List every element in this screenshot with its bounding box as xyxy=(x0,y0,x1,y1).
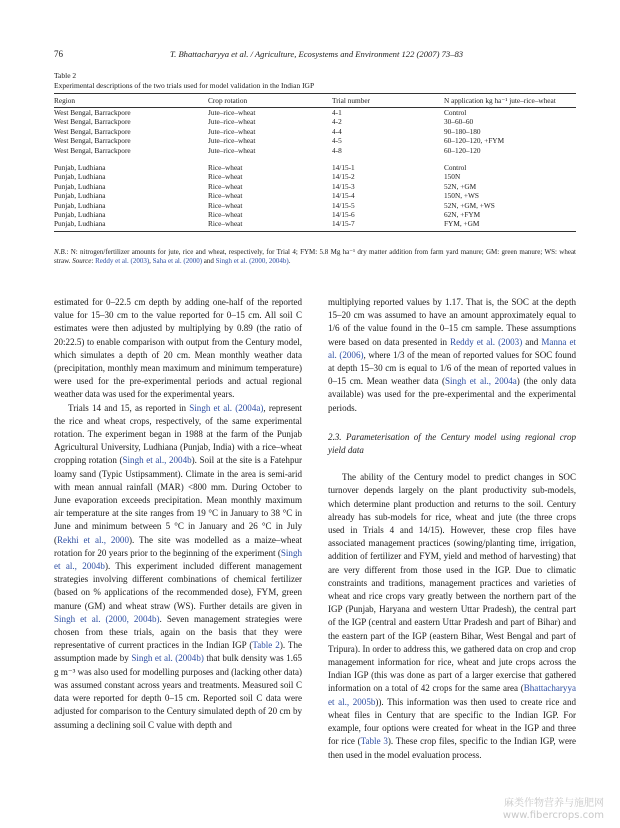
table-cell: 14/15-1 xyxy=(332,163,355,173)
table-cell: Jute–rice–wheat xyxy=(208,126,256,136)
paragraph: estimated for 0–22.5 cm depth by adding one-half of the reported value for 15–30 cm to the value reported for 0–15 cm. All soil C estimates were then adjusted by multiplying by 0.89 (the ratio of 20:22.5) to enable comparison with output from the Century model, which simulates a depth of 20 cm. Mean monthly weather data (precipitation, monthly mean maximum and minimum temperature) were used for the pre-experimental periods and actual regional weather data was used for the experimental years. xyxy=(54,297,302,400)
table-cell: West Bengal, Barrackpore xyxy=(54,126,131,136)
citation-link[interactable]: Singh et al. (2000, 2004b) xyxy=(215,257,289,266)
table-link[interactable]: Table 3 xyxy=(360,736,388,747)
table-row xyxy=(54,108,576,118)
table-cell: Rice–wheat xyxy=(208,163,243,173)
table-row xyxy=(54,127,576,136)
citation-link[interactable]: Singh et al. (2000, 2004b) xyxy=(54,613,160,624)
citation-link[interactable]: Manna et al. (2006) xyxy=(328,336,576,360)
citation-link[interactable]: Singh et al., 2004a xyxy=(445,376,517,387)
table-cell: 4-1 xyxy=(332,108,342,117)
running-head: T. Bhattacharyya et al. / Agriculture, Ecosystems and Environment 122 (2007) 73–83 xyxy=(170,49,464,59)
table-cell: 4-5 xyxy=(332,136,342,146)
table-row xyxy=(54,172,576,181)
footnote-prefix: N.B. xyxy=(54,248,67,256)
table-cell: FYM, +GM xyxy=(444,219,576,231)
table-header-row xyxy=(54,94,576,108)
table-cell: 14/15-2 xyxy=(332,172,355,182)
table-cell: Control xyxy=(444,108,467,117)
table-cell: Rice–wheat xyxy=(208,219,332,231)
table-cell: 52N, +GM, +WS xyxy=(444,200,495,210)
table-cell: Punjab, Ludhiana xyxy=(54,191,106,201)
table-cell: Rice–wheat xyxy=(208,210,243,220)
table-cell: 14/15-5 xyxy=(332,200,355,210)
paragraph: multiplying reported values by 1.17. That is, the SOC at the depth 15–20 cm was assumed to have an amount approximately equal to 1/6 of the value found in the 0–15 cm sample. These assumptions were based on data presented in Reddy et al. (2003) and Manna et al. (2006), where 1/3 of the mean of reported values for SOC found at depth 15–30 cm is equal to 1/6 of the mean of reported values in 0–15 cm. Mean weather data (Singh et al., 2004a) (the only data available) was used for the pre-experimental and the experimental periods. xyxy=(328,297,577,413)
table-row xyxy=(54,117,576,126)
table-cell: West Bengal, Barrackpore xyxy=(54,108,131,117)
watermark-line: 麻类作物营养与施肥网 xyxy=(504,798,604,809)
table-cell: 60–120–120, +FYM xyxy=(444,136,505,146)
table-cell: 150N xyxy=(444,172,461,182)
table-cell: 52N, +GM xyxy=(444,181,477,191)
citation-link[interactable]: Singh et al. (2004a) xyxy=(189,402,264,413)
table-cell: 14/15-6 xyxy=(332,210,355,220)
site-watermark xyxy=(503,798,604,822)
col-header: Trial number xyxy=(332,94,444,108)
table-cell: 14/15-4 xyxy=(332,191,355,201)
table-row xyxy=(54,210,576,219)
citation-link[interactable]: Singh et al., 2004b xyxy=(54,547,302,572)
table-cell: Jute–rice–wheat xyxy=(208,145,256,155)
citation-link[interactable]: Singh et al. (2004b) xyxy=(131,653,204,664)
table-cell: Punjab, Ludhiana xyxy=(54,210,106,220)
page-number: 76 xyxy=(54,49,63,59)
table-cell: 90–180–180 xyxy=(444,126,481,136)
citation-link[interactable]: Bhattacharyya et al., 2005b xyxy=(328,683,576,707)
table-cell: 14/15-7 xyxy=(332,219,444,231)
table-row xyxy=(54,163,576,172)
paragraph: The ability of the Century model to predict changes in SOC turnover depends largely on the plant productivity sub-models, which determine plant production and returns to the soil. Century already has sub-models for rice, wheat and jute (the three crops used in Trials 4 and 14/15). However, these crop files have associated management practices (sowing/planting time, irrigation, addition of fertilizer and FYM, yield and method of harvesting) that are very different from those used in the IGP. Due to climatic constraints and traditions, management practices and varieties of wheat and rice crops vary greatly between the northern part of the IGP (Punjab, Haryana and western Uttar Pradesh), the central part of the IGP (central and eastern Uttar Pradesh and part of Bihar) and the eastern part of the IGP (eastern Bihar, West Bengal and part of Tripura). In order to address this, we gathered data on crop and crop management information for rice, wheat and jute crops across the Indian IGP (this was done as part of a larger exercise that gathered information on a total of 42 crops for the same area (Bhattacharyya et al., 2005b)). This information was then used to create rice and wheat files in Century that are specific to the Indian IGP. For example, four options were created for wheat in the IGP and three for rice (Table 3). These crop files, specific to the Indian IGP, were then used in the model evaluation process. xyxy=(328,472,576,760)
table-cell: Rice–wheat xyxy=(208,191,243,201)
table-cell: 4-8 xyxy=(332,145,342,155)
table-cell: Jute–rice–wheat xyxy=(208,108,256,117)
table-cell: Punjab, Ludhiana xyxy=(54,181,106,191)
table-cell: Punjab, Ludhiana xyxy=(54,200,106,210)
table-row xyxy=(54,146,576,155)
table-group-gap xyxy=(54,155,576,163)
table-cell: Rice–wheat xyxy=(208,200,243,210)
table-cell: 150N, +WS xyxy=(444,191,479,201)
table-cell: Punjab, Ludhiana xyxy=(54,172,106,182)
footnote-source-label: Source xyxy=(72,257,92,266)
table-row xyxy=(54,182,576,191)
table-cell: 30–60–60 xyxy=(444,117,474,127)
table-cell: Jute–rice–wheat xyxy=(208,117,256,127)
table-cell: 4-2 xyxy=(332,117,342,127)
table-cell: 60–120–120 xyxy=(444,145,481,155)
citation-link[interactable]: Reddy et al. (2003) xyxy=(450,336,523,347)
right-column xyxy=(328,296,576,762)
citation-link[interactable]: Saha et al. (2000) xyxy=(152,257,203,266)
watermark-url: www.fibercrops.com xyxy=(502,810,604,821)
table-cell: Control xyxy=(444,163,467,173)
table-cell: West Bengal, Barrackpore xyxy=(54,136,131,146)
left-column xyxy=(54,296,302,732)
table-row xyxy=(54,219,576,231)
table-cell: Punjab, Ludhiana xyxy=(54,219,208,231)
data-table xyxy=(54,93,576,232)
table-caption: Experimental descriptions of the two trials used for model validation in the Indian IGP xyxy=(54,80,315,90)
table-link[interactable]: Table 2 xyxy=(252,640,280,651)
table-cell: Rice–wheat xyxy=(208,181,243,191)
col-header: N application kg ha⁻¹ jute–rice–wheat xyxy=(444,94,576,108)
citation-link[interactable]: Rekhi et al., 2000 xyxy=(57,534,129,545)
table-cell: West Bengal, Barrackpore xyxy=(54,145,131,155)
table-cell: 4-4 xyxy=(332,126,342,136)
table-row xyxy=(54,191,576,200)
table-cell: West Bengal, Barrackpore xyxy=(54,117,131,127)
table-cell: 62N, +FYM xyxy=(444,210,481,220)
citation-link[interactable]: Reddy et al. (2003) xyxy=(95,257,150,266)
table-label: Table 2 xyxy=(54,71,77,80)
table-cell: Punjab, Ludhiana xyxy=(54,163,106,173)
table-row xyxy=(54,201,576,210)
table-label-block xyxy=(54,71,314,90)
table-row xyxy=(54,136,576,145)
table-cell: 14/15-3 xyxy=(332,181,355,191)
table-cell: Rice–wheat xyxy=(208,172,243,182)
table-footnote: N.B.: N: nitrogen/fertilizer amounts for jute, rice and wheat, respectively, for Trial 4; FYM: 5.8 Mg ha⁻¹ dry matter addition from farm yard manure; GM: green manure; WS: wheat straw. Source: Reddy et al. (2003), Saha et al. (2000) and Singh et al. (2000, 2004b). xyxy=(54,248,576,266)
citation-link[interactable]: Singh et al., 2004b xyxy=(122,455,192,466)
table-cell: Jute–rice–wheat xyxy=(208,136,256,146)
col-header: Region xyxy=(54,94,208,108)
col-header: Crop rotation xyxy=(208,94,332,108)
section-heading: 2.3. Parameterisation of the Century model using regional crop yield data xyxy=(328,431,576,456)
paragraph: Trials 14 and 15, as reported in Singh et al. (2004a), represent the rice and wheat crops, respectively, of the same experimental rotation. The experiment began in 1988 at the farm of the Punjab Agricultural University, Ludhiana (Punjab, India) with a rice–wheat cropping rotation (Singh et al., 2004b). Soil at the site is a Fatehpur loamy sand (Typic Ustipsamment). Climate in the area is semi-arid with mean annual rainfall (MAR) <800 mm. During October to June evaporation exceeds precipitation. Mean monthly maximum air temperature at the site ranges from 19 °C in January to 38 °C in June and minimum between 5 °C in January and 26 °C in July (Rekhi et al., 2000). The site was modelled as a maize–wheat rotation for 20 years prior to the beginning of the experiment (Singh et al., 2004b). This experiment included different management strategies involving different combinations of chemical fertilizer (based on % applications of the recommended dose), FYM, green manure (GM) and wheat straw (WS). Further details are given in Singh et al. (2000, 2004b). Seven management strategies were chosen from these trials, again on the basis that they were representative of current practices in the Indian IGP (Table 2). The assumption made by Singh et al. (2004b) that bulk density was 1.65 g m⁻³ was also used for modelling purposes and (lacking other data) was assumed constant across years and treatments. Measured soil C data were reported for depth 0–15 cm. Reported soil C data were adjusted for comparison to the Century simulated depth of 20 cm by assuming a declining soil C value with depth and xyxy=(54,402,302,730)
footnote-text: : N: nitrogen/fertilizer amounts for jute, rice and wheat, respectively, for Trial 4; FYM: 5.8 Mg ha⁻¹ dry matter addition from farm yard manure; GM: green manure; WS: wheat straw. xyxy=(54,248,576,266)
